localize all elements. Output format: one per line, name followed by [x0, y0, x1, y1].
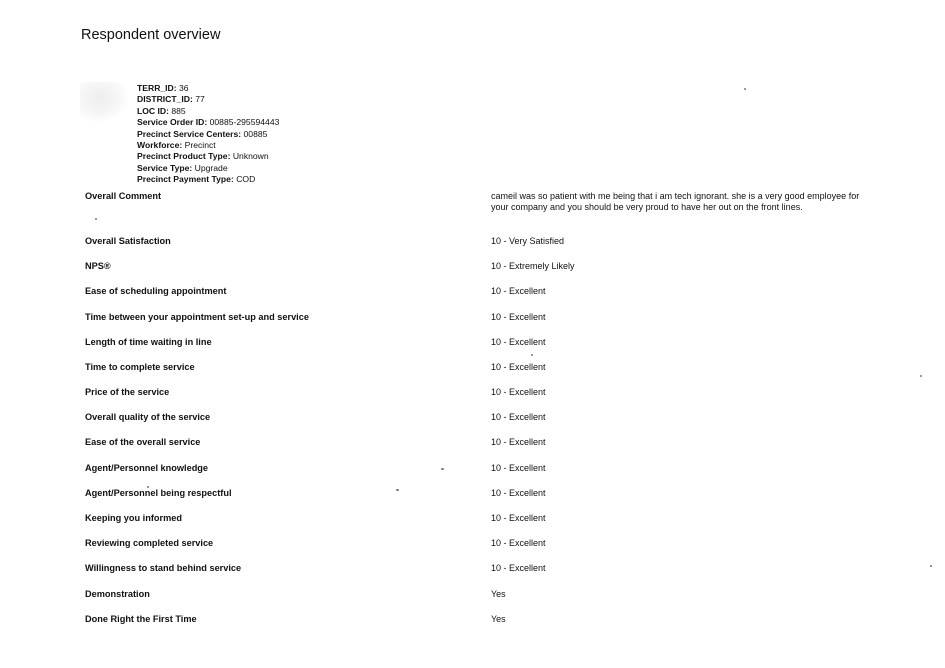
- page-title: Respondent overview: [81, 27, 221, 43]
- question-label: Done Right the First Time: [85, 614, 197, 624]
- answer-value: 10 - Excellent: [491, 286, 546, 296]
- scan-speck: [531, 354, 533, 356]
- scan-speck: [95, 218, 97, 220]
- question-label: Reviewing completed service: [85, 538, 214, 548]
- scan-speck: [441, 468, 444, 470]
- meta-label: Service Type:: [137, 162, 193, 173]
- question-label: Overall Comment: [85, 191, 162, 201]
- meta-label: LOC ID:: [137, 105, 169, 116]
- meta-value: 885: [171, 105, 186, 116]
- answer-value: 10 - Extremely Likely: [491, 261, 575, 271]
- scan-speck: [147, 486, 149, 488]
- meta-loc-id: [137, 106, 279, 117]
- answer-value: 10 - Excellent: [491, 437, 546, 447]
- question-label: Ease of scheduling appointment: [85, 286, 227, 296]
- question-label: Demonstration: [85, 589, 150, 599]
- answer-value: cameil was so patient with me being that i am tech ignorant. she is a very good employee for your company and you should be very proud to have her out on the front lines.: [491, 191, 860, 213]
- meta-value: 00885-295594443: [209, 117, 280, 128]
- answer-value: 10 - Excellent: [491, 513, 546, 523]
- meta-value: Precinct: [184, 140, 216, 151]
- meta-service-type: [137, 163, 279, 174]
- meta-precinct-product-type: [137, 151, 279, 162]
- scan-speck: [396, 489, 399, 491]
- meta-label: Service Order ID:: [137, 117, 208, 128]
- question-label: Agent/Personnel knowledge: [85, 463, 209, 473]
- answer-value: 10 - Excellent: [491, 463, 546, 473]
- question-label: Ease of the overall service: [85, 437, 201, 447]
- meta-label: Precinct Product Type:: [137, 151, 231, 162]
- answer-value: 10 - Excellent: [491, 538, 546, 548]
- faded-logo-mark: [80, 82, 128, 122]
- answer-value: Yes: [491, 614, 506, 624]
- scan-speck: [930, 565, 932, 567]
- question-label: Overall Satisfaction: [85, 236, 171, 246]
- answer-value: 10 - Excellent: [491, 488, 546, 498]
- answer-value: 10 - Excellent: [491, 412, 546, 422]
- meta-workforce: [137, 140, 279, 151]
- meta-label: Precinct Payment Type:: [137, 174, 234, 185]
- respondent-meta-block: [137, 83, 279, 186]
- scan-speck: [920, 375, 922, 377]
- question-label: Time between your appointment set-up and service: [85, 312, 309, 322]
- answer-value: 10 - Very Satisfied: [491, 236, 565, 246]
- meta-precinct-service-centers: [137, 129, 279, 140]
- meta-precinct-payment-type: [137, 174, 279, 185]
- question-label: Willingness to stand behind service: [85, 563, 242, 573]
- meta-service-order-id: [137, 117, 279, 128]
- meta-label: Workforce:: [137, 140, 183, 151]
- question-label: Price of the service: [85, 387, 170, 397]
- answer-value: 10 - Excellent: [491, 312, 546, 322]
- meta-label: Precinct Service Centers:: [137, 128, 242, 139]
- answer-value: 10 - Excellent: [491, 362, 546, 372]
- meta-value: 36: [179, 83, 189, 93]
- question-label: Agent/Personnel being respectful: [85, 488, 232, 498]
- question-label: Time to complete service: [85, 362, 195, 372]
- question-label: NPS®: [85, 261, 111, 271]
- answer-value: 10 - Excellent: [491, 387, 546, 397]
- meta-value: Upgrade: [194, 162, 228, 173]
- meta-value: Unknown: [232, 151, 269, 162]
- meta-label: DISTRICT_ID:: [137, 94, 193, 105]
- question-label: Overall quality of the service: [85, 412, 211, 422]
- meta-value: 00885: [243, 128, 268, 139]
- answer-value: 10 - Excellent: [491, 563, 546, 573]
- answer-value: 10 - Excellent: [491, 337, 546, 347]
- scan-speck: [744, 88, 746, 90]
- meta-value: COD: [236, 174, 256, 185]
- meta-terr-id: [137, 83, 279, 94]
- question-label: Length of time waiting in line: [85, 337, 212, 347]
- question-label: Keeping you informed: [85, 513, 182, 523]
- answer-value: Yes: [491, 589, 506, 599]
- meta-label: TERR_ID:: [137, 83, 177, 93]
- meta-value: 77: [195, 94, 205, 105]
- meta-district-id: [137, 94, 279, 105]
